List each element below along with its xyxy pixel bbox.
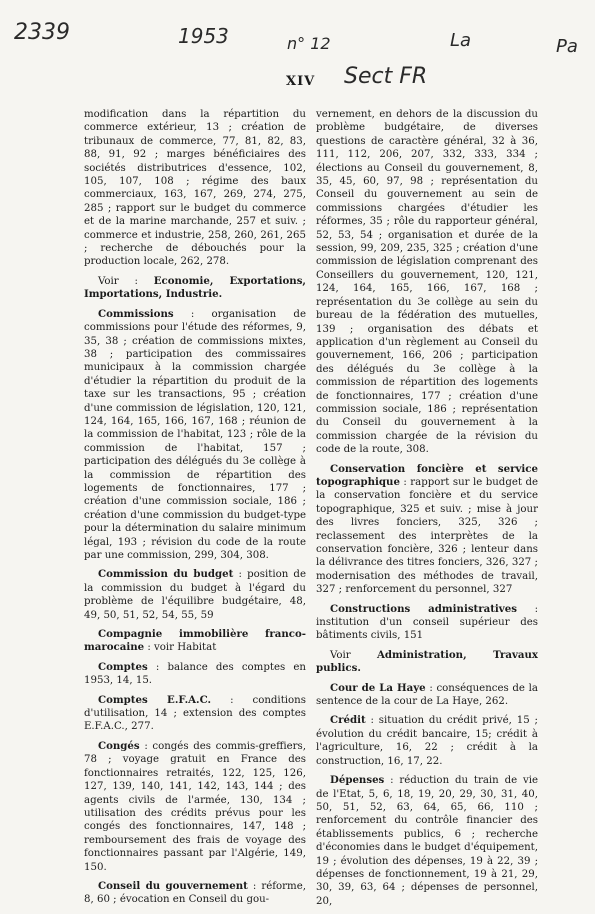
left-column bbox=[84, 108, 306, 913]
index-entry: Conservation foncière et service topographique : rapport sur le budget de la conservation foncière et du service topographique, 325 et suiv. ; mise à jour des livres fonciers, 325, 326 ; reclassement des interprètes de la conservation foncière, 326 ; lenteur dans la délivrance des titres fonciers, 326, 327 ; modernisation des méthodes de travail, 327 ; renforcement du personnel, 327 bbox=[316, 462, 538, 596]
handwritten-year: 1953 bbox=[178, 24, 229, 48]
index-entry: Commissions : organisation de commissions pour l'étude des réformes, 9, 35, 38 ; création de commissions mixtes, 38 ; participation des commissaires municipaux à la commission chargée d'étudier la répartition du produit de la taxe sur les transactions, 95 ; création d'une commission de législation, 120, 121, 124, 164, 165, 166, 167, 168 ; réunion de la commission de l'habitat, 123 ; rôle de la commission de l'habitat, 157 ; participation des délégués du 3e collège à la commission de répartition des logements de fonctionnaires, 177 ; création d'une commission sociale, 186 ; création d'une commission du budget-type pour la détermination du salaire minimum légal, 193 ; révision du code de la route par une commission, 299, 304, 308. bbox=[84, 307, 306, 561]
index-entry: modification dans la répartition du commerce extérieur, 13 ; création de tribunaux de commerce, 77, 81, 82, 83, 88, 91, 92 ; marges bénéficiaires des sociétés distributrices d'essence, 102, 105, 107, 108 ; régime des baux commerciaux, 163, 167, 269, 274, 275, 285 ; rapport sur le budget du commerce et de la marine marchande, 257 et suiv. ; commerce et industrie, 258, 260, 261, 265 ; recherche de débouchés pour la production locale, 262, 278. bbox=[84, 109, 306, 268]
index-entry: Comptes E.F.A.C. : conditions d'utilisation, 14 ; extension des comptes E.F.A.C., 277. bbox=[84, 693, 306, 733]
right-column bbox=[316, 108, 538, 914]
handwritten-code-2: Pa bbox=[556, 36, 578, 57]
page-number: XIV bbox=[286, 74, 316, 89]
index-entry: Voir Administration, Travaux publics. bbox=[316, 648, 538, 675]
index-entry: Compagnie immobilière franco-marocaine : voir Habitat bbox=[84, 628, 306, 654]
index-entry: vernement, en dehors de la discussion du problème budgétaire, de diverses questions de caractère général, 32 à 36, 111, 112, 206, 207, 332, 333, 334 ; élections au Conseil du gouvernement, 8, 35, 45, 60, 97, 98 ; représentation du Conseil du gouvernement au sein de commissions chargées d'étudier les réformes, 35 ; rôle du rapporteur général, 52, 53, 54 ; organisation et durée de la session, 99, 209, 235, 325 ; création d'une commission de législation comprenant des Conseillers du gouvernement, 120, 121, 124, 164, 165, 166, 167, 168 ; représentation du 3e collège au sein du bureau de la fédération des mutuelles, 139 ; organisation des débats et application d'un règlement au Conseil du gouvernement, 166, 206 ; participation des délégués du 3e collège à la commission de répartition des logements de fonctionnaires, 177 ; création d'une commission sociale, 186 ; représentation du Conseil du gouvernement à la commission chargée de la révision du code de la route, 308. bbox=[316, 109, 538, 456]
index-entry: Comptes : balance des comptes en 1953, 14, 15. bbox=[84, 660, 306, 687]
index-entry: Voir : Economie, Exportations, Importations, Industrie. bbox=[84, 274, 306, 301]
index-entry: Congés : congés des commis-greffiers, 78 ; voyage gratuit en France des fonctionnaires retraités, 122, 125, 126, 127, 139, 140, 141, 142, 143, 144 ; des agents civils de l'armée, 130, 134 ; utilisation des crédits prévus pour les congés des fonctionnaires, 147, 148 ; remboursement des frais de voyage des fonctionnaires passant par l'Algérie, 149, 150. bbox=[84, 739, 306, 873]
handwritten-number: n° 12 bbox=[287, 34, 331, 53]
handwritten-section: Sect FR bbox=[344, 64, 428, 89]
index-entry: Cour de La Haye : conséquences de la sentence de la cour de La Haye, 262. bbox=[316, 681, 538, 708]
handwritten-code-1: La bbox=[450, 30, 472, 51]
index-entry: Dépenses : réduction du train de vie de l'Etat, 5, 6, 18, 19, 20, 29, 30, 31, 40, 50, 51, 52, 63, 64, 65, 66, 110 ; renforcement du contrôle financier des établissements publics, 6 ; recherche d'économies dans le budget d'équipement, 19 ; évolution des dépenses, 19 à 22, 39 ; dépenses de fonctionnement, 19 à 21, 29, 30, 39, 63, 64 ; dépenses de personnel, 20, bbox=[316, 774, 538, 907]
index-entry: Conseil du gouvernement : réforme, 8, 60 ; évocation en Conseil du gou- bbox=[84, 879, 306, 906]
index-entry: Crédit : situation du crédit privé, 15 ; évolution du crédit bancaire, 15; crédit à l'agriculture, 16, 22 ; crédit à la construction, 16, 17, 22. bbox=[316, 714, 538, 767]
index-entry: Constructions administratives : institution d'un conseil supérieur des bâtiments civils, 151 bbox=[316, 602, 538, 642]
handwritten-ref: 2339 bbox=[14, 20, 70, 45]
index-entry: Commission du budget : position de la commission du budget à l'égard du problème de l'équilibre budgétaire, 48, 49, 50, 51, 52, 54, 55, 59 bbox=[84, 568, 306, 621]
